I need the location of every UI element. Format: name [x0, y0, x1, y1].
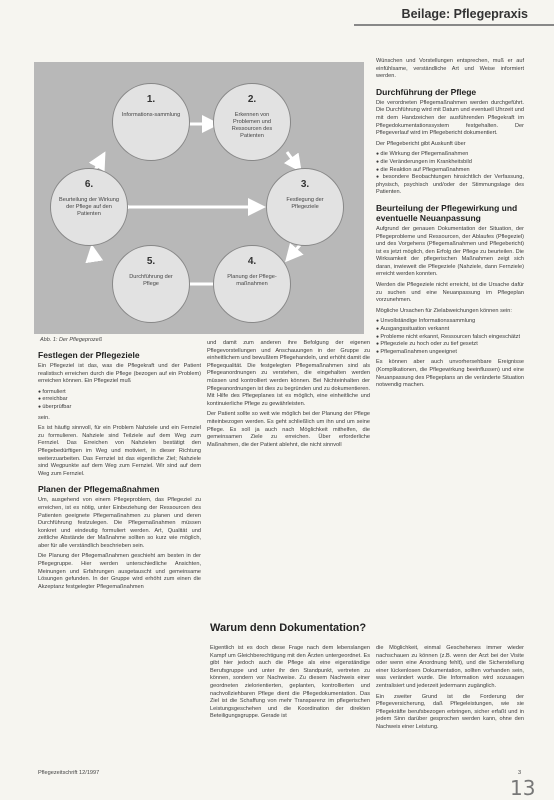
list-item: ● Probleme nicht erkannt, Ressourcen falsch eingeschätzt	[376, 334, 524, 342]
paragraph: Wünschen und Vorstellungen entsprechen, muß er auf einfühlsame, verständliche Art und Weise informiert werden.	[376, 58, 524, 80]
list-item: ● formuliert	[38, 389, 201, 397]
paragraph: die Möglichkeit, einmal Geschehenes immer wieder nachschauen zu können (z.B. wenn der Arzt bei der Visite oder wenn eine Anordnung fehlt), und die Sicherstellung einer lückenlosen Dokumentation, sollten vorhanden sein, was verändert wurde. Die Information wird sozusagen zentralisiert und jederzeit jedermann zugänglich.	[376, 645, 524, 689]
paragraph: Die verordneten Pflegemaßnahmen werden durchgeführt. Die Durchführung wird mit Datum und eventuell Uhrzeit und mit dem Handzeichen der ausführenden Pflegekraft im Pflegedokumentationssystem festgehalten. Der Pflegeverlauf wird im Pflegebericht dokumentiert.	[376, 99, 524, 137]
paragraph: Der Pflegebericht gibt Auskunft über	[376, 140, 466, 147]
paragraph: Ein Pflegeziel ist das, was die Pflegekraft und der Patient realistisch erreichen durch die Pflege (bezogen auf ein Problem) erreichen können. Ein Pflegeziel muß	[38, 363, 201, 385]
bullet-list	[38, 389, 201, 412]
list-item: ● die Reaktion auf Pflegemaßnahmen	[376, 167, 524, 175]
list-item: ● besondere Beobachtungen hinsichtlich der Verfassung, physisch, psychisch und/oder der Stimmungslage des Patienten.	[376, 174, 524, 197]
paragraph: Mögliche Ursachen für Zielabweichungen können sein:	[376, 307, 512, 314]
step-5-circle: 5. Durchführung der Pflege	[112, 245, 190, 323]
paragraph: Es können aber auch unvorhersehbare Ereignisse (Komplikationen, die Pflegewirkung beeinflussen) und eine Neuanpassung des Pflegeplans an die veränderte Situation notwendig machen.	[376, 359, 524, 389]
heading-durchfuehrung: Durchführung der Pflege	[376, 86, 477, 97]
list-item: ● die Veränderungen im Krankheitsbild	[376, 159, 524, 167]
step-4-circle: 4. Planung der Pflege-maßnahmen	[213, 245, 291, 323]
bullet-list	[376, 151, 524, 197]
page-number: 3	[518, 770, 522, 776]
list-item: ● die Wirkung der Pflegemaßnahmen	[376, 151, 524, 159]
heading-pflegemassnahmen: Planen der Pflegemaßnahmen	[38, 484, 160, 495]
bottom-column-1	[210, 645, 370, 724]
paragraph: Der Patient sollte so weit wie möglich bei der Planung der Pflege miteinbezogen werden. Es geht schließlich um ihn und um seine Pflege. Es soll ja auch nach Möglichkeit mithelfen, die gemeinsamen Ziele zu erreichen. Über erforderliche Maßnahmen, die der Patient ablehnt, die nicht sinnvoll	[207, 411, 370, 448]
list-item: ● Ausgangssituation verkannt	[376, 326, 524, 334]
paragraph: Ein zweiter Grund ist die Forderung der Pflegeversicherung, daß Pflegeleistungen, wie sie Pflegekräfte berufsbezogen erbringen, sicher erfaßt und in jedem Sinn darüber gesprochen werden kann, ohne den Nachweis einer Leistung.	[376, 693, 524, 730]
heading-beurteilung: Beurteilung der Pflegewirkung und eventuelle Neuanpassung	[376, 202, 518, 223]
arrow-2-3	[287, 152, 300, 170]
list-item: ● Pflegemaßnahmen ungeeignet	[376, 349, 524, 357]
paragraph: und damit zum anderen ihre Befolgung der eigenen Pflegevorstellungen und Anschauungen in der Gruppe zu einheitlichem und bewußtem Pflegehandeln, und erhöht damit die Pflegequalität. Die festgelegten Pflegemaßnahmen sind als Pflegeanordnungen zu verstehen, die eingehalten werden müssen und kontrolliert werden können. Bei Nichteinhalten der Pflegeanordnungen ist dies zu begründen und zu dokumentieren. Mit Hilfe des Pflegeplanes ist es möglich, eine einheitliche und kontinuierliche Pflege zu gewährleisten.	[207, 340, 370, 407]
middle-column	[207, 340, 370, 452]
list-item: ● überprüfbar	[38, 404, 201, 412]
paragraph: Aufgrund der genauen Dokumentation der Situation, der Pflegeprobleme und Ressourcen, der Ablaufes (Pflegeziel) und des Vorgehens (Pflegemaßnahmen und Pflegebericht) ist es jetzt möglich, den Erfolg der Pflege zu beurteilen. Die Wirksamkeit der pflegerischen Maßnahmen zeigt sich daran, inwieweit die Pflegeziele (Nahziele, dann Fernziele) erreicht werden konnten.	[376, 225, 524, 278]
heading-pflegeziele: Festlegen der Pflegeziele	[38, 350, 140, 360]
bullet-list	[376, 318, 524, 356]
step-2-circle: 2. Erkennen von Problemen und Ressourcen des Patienten	[213, 83, 291, 161]
handwritten-mark: 13	[510, 776, 536, 800]
step-6-circle: 6. Beurteilung der Wirkung der Pflege auf den Patienten	[50, 168, 128, 246]
paragraph: Werden die Pflegeziele nicht erreicht, ist die Ursache dafür zu suchen und eine Neuanpassung im Pflegeplan vorzunehmen.	[376, 282, 524, 304]
paragraph: Um, ausgehend von einem Pflegeproblem, das Pflegeziel zu erreichen, ist es nötig, unter Einbeziehung der Ressourcen des Patienten geeignete Pflegemaßnahmen zu planen und deren Durchführung festzulegen. Die Pflegemaßnahmen müssen konkret und eindeutig formuliert werden. Art, Qualität und zeitliche Abstände der Maßnahme sollten so kurz wie möglich, aber für alle verständlich beschrieben sein.	[38, 497, 201, 549]
step-1-circle: 1. Informations-sammlung	[112, 83, 190, 161]
right-column	[376, 58, 524, 393]
paragraph: Es ist häufig sinnvoll, für ein Problem Nahziele und ein Fernziel zu formulieren. Nahziele sind Teilziele auf dem Weg zum Fernziel. Das Erreichen von Nahzielen bestätigt den Pflegebedürftigen im Weg und motiviert, in dieser Richtung weiterzuarbeiten. Das Fernziel ist das eigentliche Ziel; Nahziele sind Wegpunkte auf dem Weg zum Fernziel. Wir sind auf dem Weg zum Fernziel.	[38, 425, 201, 477]
figure-caption: Abb. 1: Der Pflegeprozeß	[40, 337, 103, 343]
section-title: Beilage: Pflegepraxis	[401, 7, 528, 21]
bottom-column-2	[376, 645, 524, 735]
paragraph: sein.	[38, 414, 50, 421]
paragraph: Die Planung der Pflegemaßnahmen geschieht am besten in der Pflegegruppe. Hier werden unterschiedliche Ansichten, Meinungen und Erfahrungen ausgetauscht und gemeinsame Lösungen gefunden. In der Gruppe wird erhöht zum einen die Akzeptanz festgelegter Pflegemaßnahmen	[38, 553, 201, 590]
list-item: ● Pflegeziele zu hoch oder zu tief gesetzt	[376, 341, 524, 349]
list-item: ● erreichbar	[38, 396, 201, 404]
paragraph: Eigentlich ist es doch diese Frage nach dem lebenslangen Kampf um Gleichberechtigung mit den Ärzten untergeordnet. Es gibt hier jedoch auch die Pflege als eine eigenständige Berufsgruppe und unter ihr den Standpunkt, vertreten zu können, sondern vor Nachweise. Zu diesem Nachweis einer geordneten zielorientierten, geplanten, kontrollierten und nachvollziehbaren Pflege dient die Pflegedokumentation. Das Ziel ist die Schaffung von mehr Transparenz im pflegerischen Leistungsgeschehen und die Koordination der direkten Beteiligungsgruppe. Gerade ist	[210, 645, 370, 720]
list-item: ● Unvollständige Informationssammlung	[376, 318, 524, 326]
footer-publication: Pflegezeitschrift 12/1997	[38, 770, 100, 776]
arrow-5-6	[92, 247, 94, 260]
left-column	[38, 348, 201, 594]
heading-dokumentation: Warum denn Dokumentation?	[210, 622, 367, 634]
step-3-circle: 3. Festlegung der Pflegeziele	[266, 168, 344, 246]
